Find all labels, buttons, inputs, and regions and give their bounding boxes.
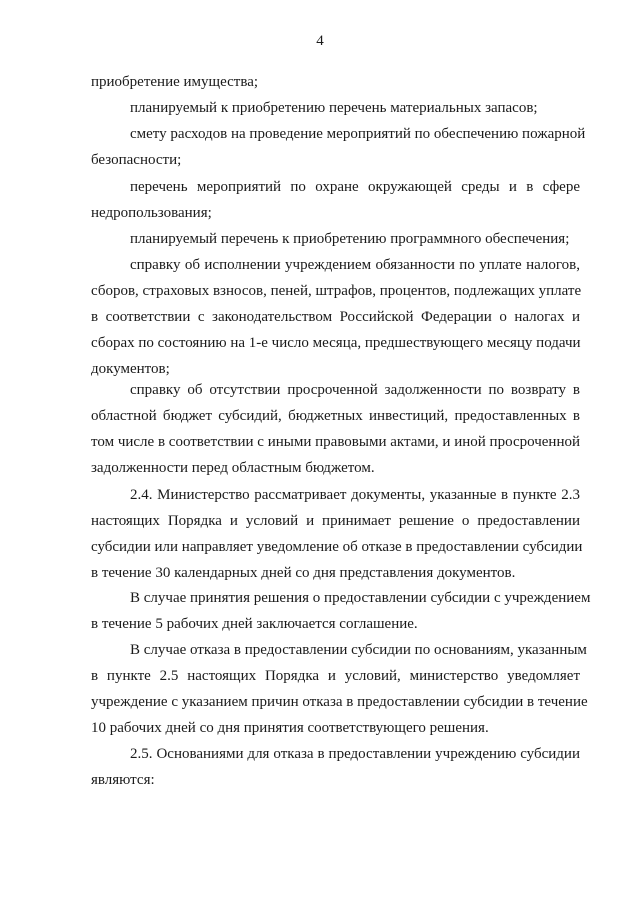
text-line: субсидии или направляет уведомление об отказе в предоставлении субсидии <box>91 539 583 555</box>
text-line: 2.5. Основаниями для отказа в предоставлении учреждению субсидии <box>130 746 580 762</box>
text-line: областной бюджет субсидий, бюджетных инвестиций, предоставленных в <box>91 408 580 424</box>
text-line: приобретение имущества; <box>91 74 259 90</box>
text-line: том числе в соответствии с иными правовыми актами, и иной просроченной <box>91 434 580 450</box>
text-line: планируемый перечень к приобретению программного обеспечения; <box>130 231 570 247</box>
text-line: справку об исполнении учреждением обязанности по уплате налогов, <box>130 257 580 273</box>
text-line: учреждение с указанием причин отказа в предоставлении субсидии в течение <box>91 694 588 710</box>
text-line: задолженности перед областным бюджетом. <box>91 460 375 476</box>
text-line: перечень мероприятий по охране окружающей среды и в сфере <box>130 179 580 195</box>
page-number: 4 <box>316 33 324 49</box>
text-line: сборах по состоянию на 1-е число месяца, предшествующего месяцу подачи <box>91 335 581 351</box>
text-line: недропользования; <box>91 205 212 221</box>
text-line: справку об отсутствии просроченной задолженности по возврату в <box>130 382 580 398</box>
text-line: сборов, страховых взносов, пеней, штрафов, процентов, подлежащих уплате <box>91 283 582 299</box>
text-line: 10 рабочих дней со дня принятия соответствующего решения. <box>91 720 489 736</box>
text-line: В случае принятия решения о предоставлении субсидии с учреждением <box>130 590 591 606</box>
text-line: безопасности; <box>91 152 182 168</box>
text-line: В случае отказа в предоставлении субсидии по основаниям, указанным <box>130 642 587 658</box>
text-line: планируемый к приобретению перечень материальных запасов; <box>130 100 538 116</box>
text-line: настоящих Порядка и условий и принимает решение о предоставлении <box>91 513 580 529</box>
text-line: в соответствии с законодательством Российской Федерации о налогах и <box>91 309 580 325</box>
text-line: 2.4. Министерство рассматривает документы, указанные в пункте 2.3 <box>130 487 580 503</box>
text-line: в течение 30 календарных дней со дня представления документов. <box>91 565 516 581</box>
text-line: в пункте 2.5 настоящих Порядка и условий, министерство уведомляет <box>91 668 580 684</box>
text-line: являются: <box>91 772 155 788</box>
text-line: в течение 5 рабочих дней заключается соглашение. <box>91 616 418 632</box>
text-line: смету расходов на проведение мероприятий по обеспечению пожарной <box>130 126 586 142</box>
text-line: документов; <box>91 361 170 377</box>
